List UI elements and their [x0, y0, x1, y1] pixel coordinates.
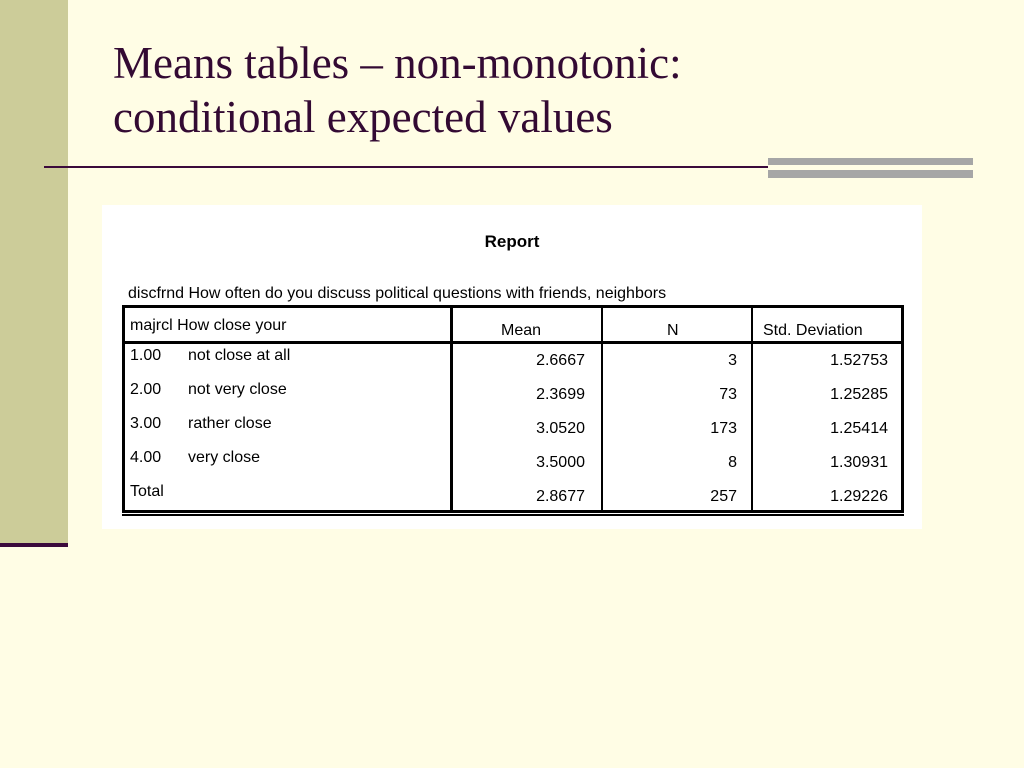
row-code: 1.00 [130, 347, 162, 364]
row-mean: 3.5000 [536, 454, 585, 471]
row-label: not very close [188, 381, 287, 398]
column-header-sd: Std. Deviation [763, 322, 863, 339]
table-row [125, 446, 901, 480]
row-mean: 2.3699 [536, 386, 585, 403]
row-code: 3.00 [130, 415, 162, 432]
row-sd: 1.30931 [830, 454, 888, 471]
left-accent-rule [0, 543, 68, 547]
row-sd: 1.52753 [830, 352, 888, 369]
row-n: 3 [728, 352, 737, 369]
left-accent-bar [0, 0, 68, 546]
row-n: 8 [728, 454, 737, 471]
report-caption: discfrnd How often do you discuss political questions with friends, neighbors [128, 285, 667, 302]
table-row-total [125, 480, 901, 514]
row-n: 257 [710, 488, 737, 505]
row-mean: 2.8677 [536, 488, 585, 505]
row-code: Total [130, 483, 164, 500]
report-title: Report [484, 232, 540, 251]
row-n: 173 [710, 420, 737, 437]
column-header-label: majrcl How close your [130, 317, 287, 334]
table-row [125, 344, 901, 378]
column-header-n: N [667, 322, 679, 339]
row-label: very close [188, 449, 261, 466]
row-label: not close at all [188, 347, 291, 364]
title-accent-bars [768, 158, 973, 180]
table-row [125, 378, 901, 412]
row-sd: 1.25285 [830, 386, 888, 403]
report-panel [102, 205, 922, 529]
slide-title-line-1: Means tables – non-monotonic: [113, 38, 682, 88]
row-mean: 2.6667 [536, 352, 585, 369]
column-header-mean: Mean [501, 322, 542, 339]
accent-bar-bottom [768, 170, 973, 178]
report-table [122, 305, 904, 513]
title-divider [44, 166, 768, 168]
row-mean: 3.0520 [536, 420, 585, 437]
table-row [125, 412, 901, 446]
slide-title [113, 36, 993, 144]
row-code: 2.00 [130, 381, 162, 398]
row-sd: 1.25414 [830, 420, 888, 437]
slide-title-line-2: conditional expected values [113, 92, 613, 142]
row-code: 4.00 [130, 449, 162, 466]
row-sd: 1.29226 [830, 488, 888, 505]
row-label: rather close [188, 415, 272, 432]
accent-bar-top [768, 158, 973, 165]
row-n: 73 [719, 386, 737, 403]
